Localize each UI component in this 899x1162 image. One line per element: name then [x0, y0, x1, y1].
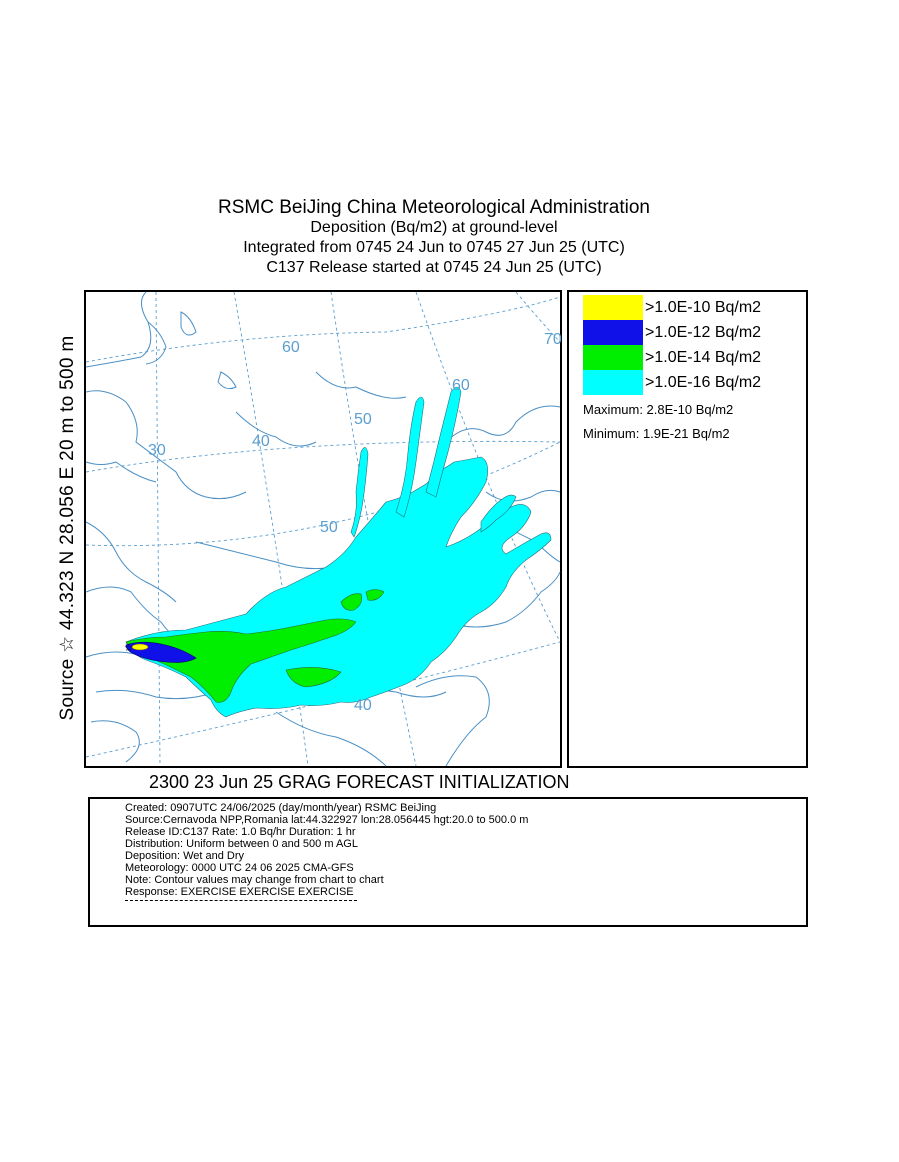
grid-label: 30 — [148, 442, 166, 459]
legend-item — [583, 370, 761, 395]
chart-subtitle-integration: Integrated from 0745 24 Jun to 0745 27 Jun 25 (UTC) — [243, 239, 625, 256]
map-canvas — [86, 292, 560, 766]
grid-lon-30 — [156, 292, 160, 766]
grid-label: 40 — [354, 697, 372, 714]
grid-lat-60 — [86, 297, 560, 362]
grid-label: 70 — [544, 331, 562, 348]
grid-label: 60 — [452, 377, 470, 394]
legend-panel — [567, 290, 808, 768]
forecast-initialization-label: 2300 23 Jun 25 GRAG FORECAST INITIALIZATION — [149, 772, 570, 792]
minimum-value: Minimum: 1.9E-21 Bq/m2 — [583, 426, 730, 441]
info-release: Release ID:C137 Rate: 1.0 Bq/hr Duration: 1 hr — [125, 826, 356, 838]
run-info-lines — [125, 802, 528, 898]
grid-label: 60 — [282, 339, 300, 356]
chart-header — [84, 198, 784, 278]
info-distribution: Distribution: Uniform between 0 and 500 m AGL — [125, 838, 358, 850]
grid-label: 40 — [252, 433, 270, 450]
legend-swatch-blue — [583, 320, 643, 345]
legend-item — [583, 320, 761, 345]
run-info-panel — [88, 797, 808, 927]
legend-swatch-cyan — [583, 370, 643, 395]
chart-title: RSMC BeiJing China Meteorological Administration — [218, 197, 650, 218]
legend-label: >1.0E-16 Bq/m2 — [645, 373, 762, 391]
maximum-value: Maximum: 2.8E-10 Bq/m2 — [583, 402, 734, 417]
info-deposition: Deposition: Wet and Dry — [125, 850, 245, 862]
source-star-icon: ☆ — [124, 643, 133, 654]
grid-label: 50 — [354, 411, 372, 428]
info-meteorology: Meteorology: 0000 UTC 24 06 2025 CMA-GFS — [125, 862, 354, 874]
info-note: Note: Contour values may change from chart to chart — [125, 874, 384, 886]
chart-subtitle-quantity: Deposition (Bq/m2) at ground-level — [310, 219, 558, 236]
chart-subtitle-release: C137 Release started at 0745 24 Jun 25 (UTC) — [266, 259, 602, 276]
legend-label: >1.0E-14 Bq/m2 — [645, 348, 762, 366]
info-response: Response: EXERCISE EXERCISE EXERCISE — [125, 886, 354, 898]
info-source: Source:Cernavoda NPP,Romania lat:44.322927 lon:28.056445 hgt:20.0 to 500.0 m — [125, 814, 529, 826]
legend-label: >1.0E-10 Bq/m2 — [645, 298, 762, 316]
info-created: Created: 0907UTC 24/06/2025 (day/month/year) RSMC BeiJing — [125, 802, 437, 814]
legend-item — [583, 345, 761, 370]
legend-swatch-green — [583, 345, 643, 370]
source-location-label: Source ☆ 44.323 N 28.056 E 20 m to 500 m — [57, 335, 78, 721]
legend-item — [583, 295, 761, 320]
dashed-divider — [125, 900, 357, 901]
contour-1e-10 — [132, 644, 148, 650]
legend-label: >1.0E-12 Bq/m2 — [645, 323, 762, 341]
deposition-map — [84, 290, 562, 768]
grid-label: 50 — [320, 519, 338, 536]
legend-swatch-yellow — [583, 295, 643, 320]
